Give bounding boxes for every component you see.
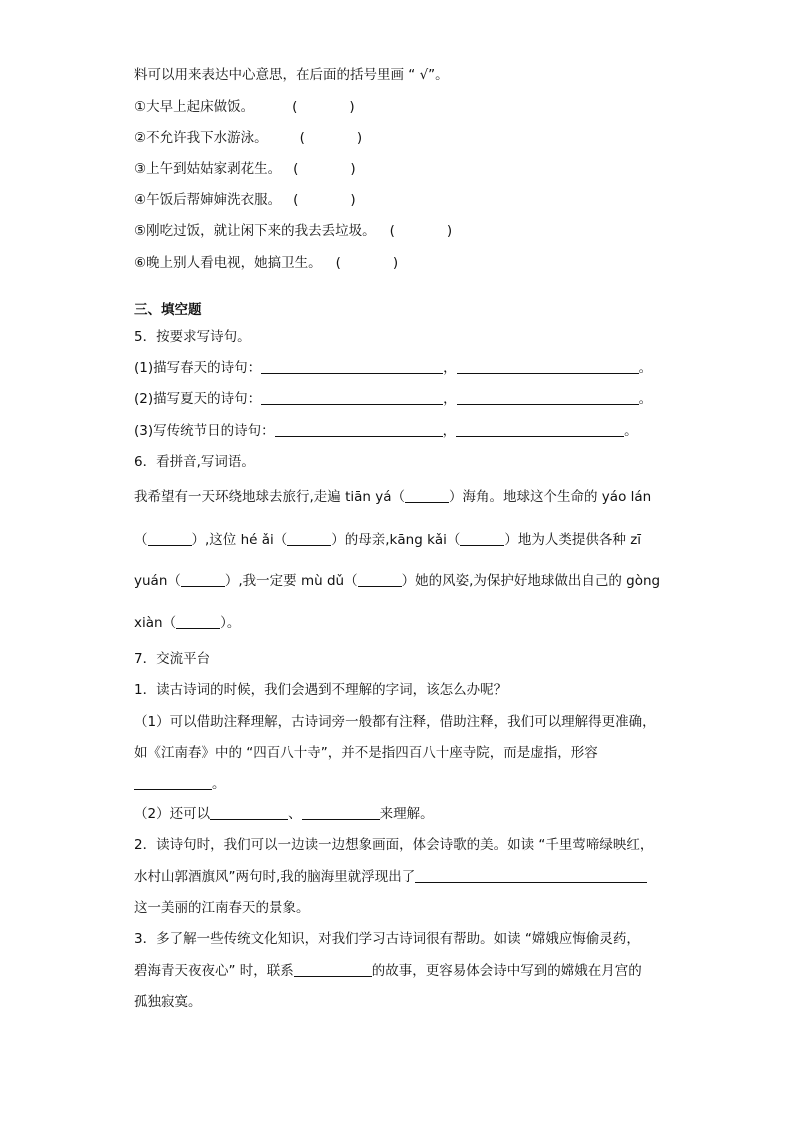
option-4 [134,191,356,209]
section-title: 三、填空题 [134,302,202,318]
answer-blank[interactable] [261,390,443,405]
q6-text: yuán（ [134,573,181,589]
q7-text: （2）还可以 [134,806,211,822]
q7-part-2-line-3: 这一美丽的江南春天的景象。 [134,900,310,916]
q6-text: （ [134,532,148,548]
q5-comma: ， [443,391,457,407]
option-3 [134,160,356,178]
option-1 [134,98,355,116]
answer-blank[interactable] [456,422,624,437]
q5-item-label: (1)描写春天的诗句： [134,360,262,376]
q6-text: ）的母亲,kāng kǎi（ [331,532,461,548]
q5-item-2 [134,390,652,408]
answer-paren-open: ( [292,99,298,115]
answer-blank[interactable] [176,614,220,629]
answer-paren-close: ) [392,255,399,271]
q7-text: 碧海青天夜夜心” 时，联系 [134,963,294,979]
q7-text: 、 [288,806,302,822]
option-text: ⑥晚上别人看电视，她搞卫生。 [134,255,322,271]
answer-blank[interactable] [275,422,443,437]
q5-end: 。 [638,391,653,407]
q5-end: 。 [638,360,653,376]
answer-blank[interactable] [148,531,192,546]
answer-paren-open: ( [389,223,395,239]
q7-part-1-a-line-1: （1）可以借助注释理解，古诗词旁一般都有注释，借助注释，我们可以理解得更准确， [134,714,656,730]
answer-paren-open: ( [335,255,341,271]
q5-end: 。 [624,423,638,439]
answer-paren-open: ( [293,161,299,177]
question-6-title: 6．看拼音,写词语。 [134,454,255,470]
q5-item-3 [134,422,638,440]
answer-blank[interactable] [358,572,402,587]
q6-line-3 [134,572,660,590]
answer-blank[interactable] [405,488,449,503]
answer-blank[interactable] [210,805,288,820]
q7-text: 水村山郭酒旗风”两句时,我的脑海里就浮现出了 [134,869,416,885]
q6-text: ）海角。地球这个生命的 yáo lán [449,489,652,505]
answer-blank[interactable] [294,962,372,977]
answer-blank[interactable] [460,531,504,546]
answer-blank[interactable] [302,805,380,820]
option-text: ③上午到姑姑家剥花生。 [134,161,282,177]
q7-part-3-line-3: 孤独寂寞。 [134,994,202,1010]
option-text: ②不允许我下水游泳。 [134,130,268,146]
answer-paren-open: ( [293,192,299,208]
answer-blank[interactable] [457,390,639,405]
answer-blank[interactable] [181,572,225,587]
q6-text: xiàn（ [134,615,177,631]
q6-text: 我希望有一天环绕地球去旅行,走遍 tiān yá（ [134,489,406,505]
q7-part-1-a-line-2: 如《江南春》中的 “四百八十寺”，并不是指四百八十座寺院，而是虚指，形容 [134,745,598,761]
q6-text: ）地为人类提供各种 zī [504,532,642,548]
q5-item-label: (2)描写夏天的诗句： [134,391,262,407]
q5-item-1 [134,359,652,377]
answer-blank[interactable] [287,531,331,546]
answer-blank[interactable] [457,359,639,374]
q7-part-1-a-line-3 [134,775,226,793]
option-text: ⑤刚吃过饭，就让闲下来的我去丢垃圾。 [134,223,376,239]
option-2 [134,129,362,147]
q7-text: 来理解。 [379,806,434,822]
q5-comma: ， [443,360,457,376]
q6-text: ）。 [220,615,241,631]
q7-part-3-line-1: 3．多了解一些传统文化知识，对我们学习古诗词很有帮助。如读 “嫦娥应悔偷灵药， [134,931,640,947]
q7-part-1-question: 1．读古诗词的时候，我们会遇到不理解的字词，该怎么办呢？ [134,682,508,698]
answer-paren-close: ) [446,223,453,239]
answer-paren-close: ) [349,99,355,115]
question-7-title: 7．交流平台 [134,651,211,667]
q7-text: 。 [212,776,226,792]
q7-part-3-line-2 [134,962,642,980]
q5-item-label: (3)写传统节日的诗句： [134,423,275,439]
answer-blank[interactable] [134,775,212,790]
option-text: ④午饭后帮婶婶洗衣服。 [134,192,282,208]
q5-comma: ， [442,423,457,439]
option-text: ①大早上起床做饭。 [134,99,255,115]
intro-text: 料可以用来表达中心意思，在后面的括号里画 “ √”。 [134,67,449,83]
q6-line-1 [134,488,651,506]
answer-paren-close: ) [356,130,363,146]
q6-text: ）,我一定要 mù dǔ（ [224,573,358,589]
option-5 [134,222,452,240]
answer-paren-open: ( [299,130,305,146]
q7-part-1-b [134,805,434,823]
answer-paren-close: ) [350,161,356,177]
q6-text: ）她的风姿,为保护好地球做出自己的 gòng [401,573,661,589]
q7-text: 的故事，更容易体会诗中写到的嫦娥在月宫的 [371,963,642,979]
answer-blank[interactable] [415,868,647,883]
q6-line-4 [134,614,240,632]
option-6 [134,254,398,272]
q6-text: ）,这位 hé ǎi（ [191,532,288,548]
answer-paren-close: ) [350,192,356,208]
answer-blank[interactable] [261,359,443,374]
q7-part-2-line-2 [134,868,647,886]
question-5-title: 5．按要求写诗句。 [134,329,251,345]
q6-line-2 [134,531,641,549]
q7-part-2-line-1: 2．读诗句时，我们可以一边读一边想象画面，体会诗歌的美。如读 “千里莺啼绿映红， [134,837,654,853]
